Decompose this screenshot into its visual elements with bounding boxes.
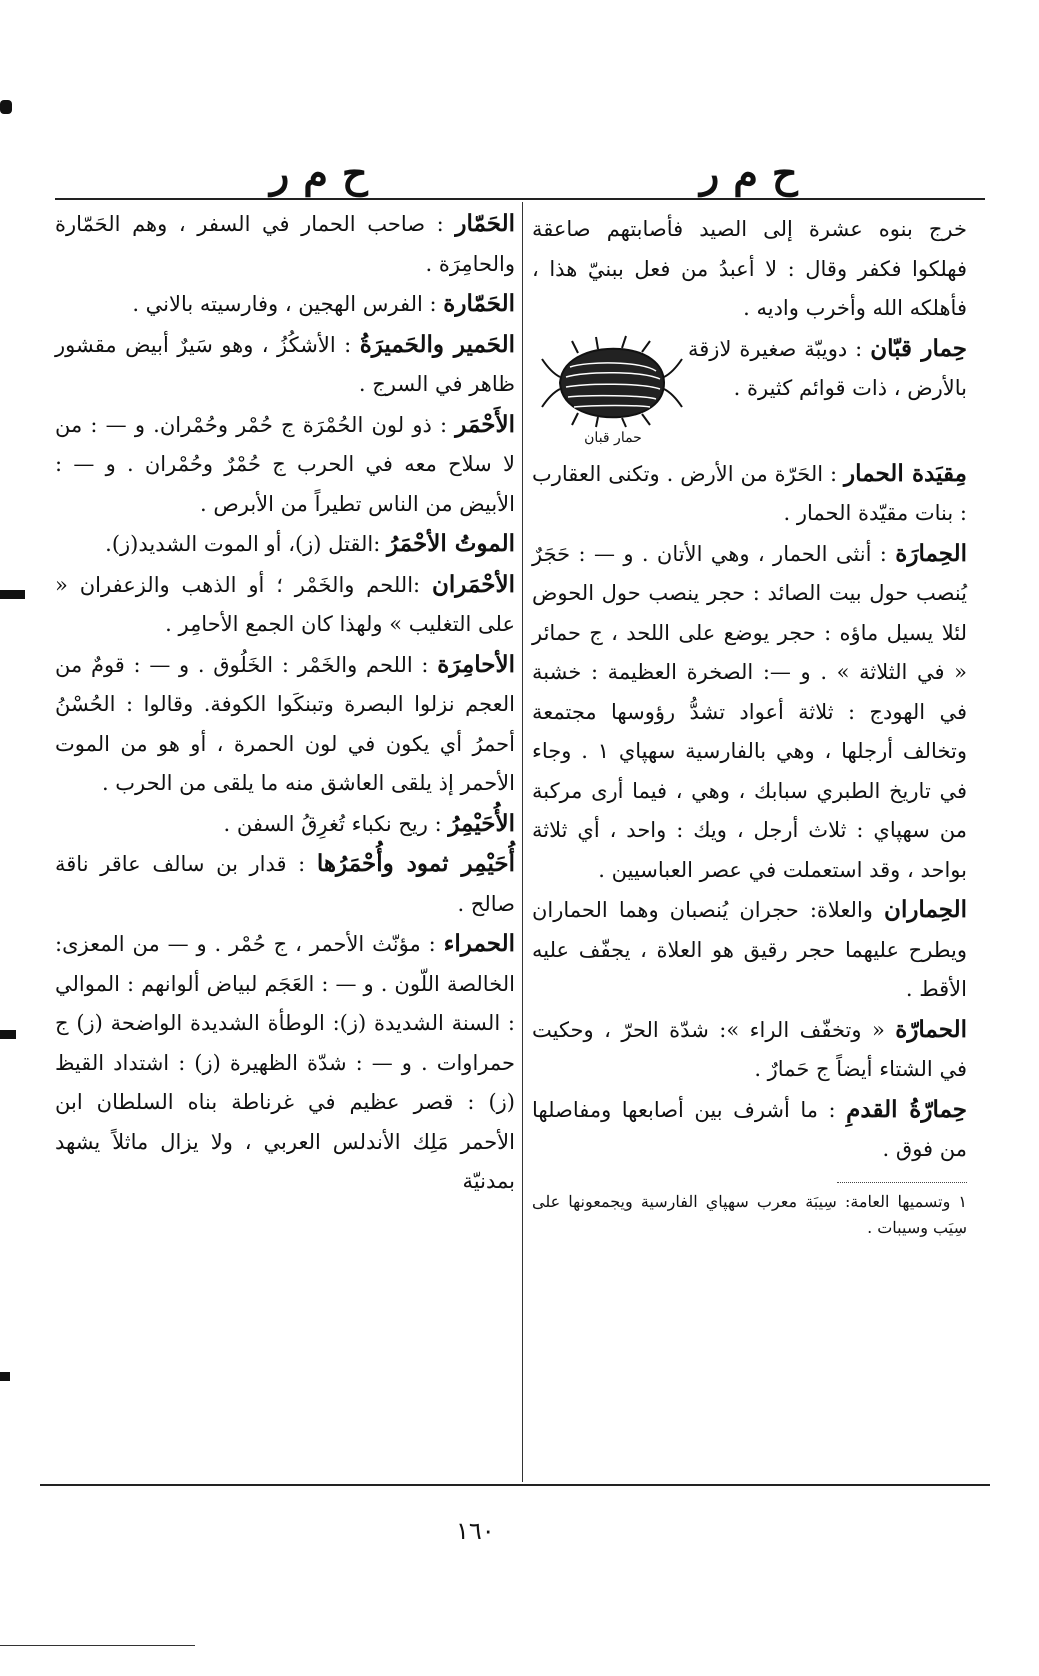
definition: : الفرس الهجين ، وفارسيته بالاني . <box>132 292 437 316</box>
bottom-scan-line <box>0 1645 195 1646</box>
definition: : ما أشرف بين أصابعها ومفاصلها من فوق . <box>532 1097 967 1161</box>
headword: الحِمارَة <box>895 539 967 567</box>
header-rule <box>55 198 985 200</box>
dictionary-entry <box>55 565 515 645</box>
dictionary-entry <box>55 844 515 924</box>
headword: الحِماران <box>884 896 967 923</box>
headword: الأُحَيْمِرُ <box>448 809 515 837</box>
definition: : ذو لون الحُمْرَة ج حُمْر وحُمْران. و — : من لا سلاح معه في الحرب ج حُمْرٌ وحُمْران . و — : الأبيض من الناس تطيراً من الأبرص . <box>55 412 515 516</box>
dictionary-entry <box>532 1090 967 1170</box>
definition: :اللحم والخَمْر ؛ أو الذهب والزعفران « على التغليب » ولهذا كان الجمع الأحامِر . <box>55 572 515 636</box>
margin-mark <box>0 100 12 114</box>
definition: : الأشكُزُ ، وهو سَيرٌ أبيض مقشور ظاهر في السرج . <box>55 332 515 396</box>
headword: حِمار قبّان <box>870 334 967 362</box>
footer-rule <box>40 1484 990 1486</box>
definition: « وتخفّف الراء »: شدّة الحرّ ، وحكيت في الشتاء أيضاً ج حَمارٌ . <box>532 1017 967 1081</box>
dictionary-entry <box>55 804 515 845</box>
definition: : الحَرّة من الأرض . وتكنى العقارب : بنات مقيّدة الحمار . <box>532 461 967 525</box>
dictionary-entry <box>55 524 515 565</box>
headword: حِمارّةُ القدمِ <box>846 1095 967 1123</box>
headword: أُحَيْمِر ثمود وأُحْمَرُها <box>316 850 515 877</box>
headword: الموتُ الأحْمَرُ <box>387 530 515 557</box>
column-divider <box>522 202 523 1482</box>
entry-text: خرج بنوه عشرة إلى الصيد فأصابتهم صاعقة فهلكوا فكفر وقال : لا أعبدُ من فعل ببنيّ هذا ، فأهلكه الله وأخرب واديه . <box>532 217 967 320</box>
dictionary-entry <box>532 534 967 891</box>
dictionary-entry <box>55 645 515 804</box>
dictionary-entry <box>55 924 515 1202</box>
margin-mark <box>0 590 25 599</box>
running-head-left: ح م ر <box>270 150 368 197</box>
dictionary-entry <box>55 204 515 284</box>
definition: : مؤنّث الأحمر ، ج حُمْر . و — من المعزى: الخالصة اللّون . و — : العَجَم لبياض ألوانهم : الموالي : السنة الشديدة (ز): الوطأة الشديدة الواضحة (ز) ج حمراوات . و — : شدّة الظهيرة (ز) : اشتداد القيظ (ز) : قصر عظيم في غرناطة بناه السلطان ابن الأحمر مَلِك الأندلس العربي ، ولا يزال ماثلاً يشهد بمدنيّة <box>55 932 515 1193</box>
dictionary-entry <box>532 1010 967 1090</box>
margin-mark <box>0 1030 16 1039</box>
headword: مِقيَدة الحمار <box>844 459 967 487</box>
definition: : ريح نكباء تُغرِقُ السفن . <box>223 811 442 836</box>
dictionary-entry <box>532 454 967 534</box>
entry-continuation <box>532 210 967 329</box>
headword: الحَمير والحَميرَةُ <box>359 330 515 358</box>
dictionary-entry <box>55 405 515 525</box>
dictionary-entry <box>55 284 515 325</box>
right-column <box>532 210 967 1241</box>
definition: :القتل (ز)، أو الموت الشديد(ز). <box>105 532 381 556</box>
headword: الحمارّة <box>895 1015 967 1043</box>
definition: والعلاة: حجران يُنصبان وهما الحماران ويطرح عليهما حجر رقيق هو العلاة ، يجفّف عليه الأقط . <box>532 898 967 1001</box>
headword: الأَحْمَر <box>455 410 515 438</box>
dictionary-entry <box>55 325 515 405</box>
headword: الحَمّارة <box>443 290 515 317</box>
insect-illustration <box>538 333 688 448</box>
footnote-separator <box>837 1182 967 1183</box>
page-number: ١٦٠ <box>456 1517 495 1545</box>
margin-mark <box>0 1372 10 1381</box>
headword: الأحْمَران <box>431 570 515 598</box>
headword: الأحامِرَة <box>437 650 515 678</box>
running-head-right: ح م ر <box>700 150 798 197</box>
dictionary-entry <box>532 890 967 1010</box>
definition: : قدار بن سالف عاقر ناقة صالح . <box>55 852 515 916</box>
headword: الحَمّار <box>455 210 515 237</box>
headword: الحمراء <box>443 930 515 957</box>
left-column <box>55 204 515 1202</box>
definition: : دويبّة صغيرة لازقة بالأرض ، ذات قوائم كثيرة . <box>688 336 967 400</box>
definition: : صاحب الحمار في السفر ، وهم الحَمّارة والحامِرَة . <box>55 212 515 276</box>
woodlouse-icon <box>538 333 688 428</box>
footnote: ١ وتسميها العامة: سِيبَة معرب سهپاي الفارسية ويجمعونها على سِيَب وسيبات . <box>532 1191 967 1237</box>
definition: : اللحم والخَمْر : الخَلُوق . و — : قومٌ من العجم نزلوا البصرة وتبنكَوا الكوفة. وقالوا : الحُسْنُ أحمرُ أي يكون في لون الحمرة ، أو هو من الموت الأحمر إذ يلقى العاشق منه ما يلقى من الحرب . <box>55 652 515 795</box>
definition: : أنثى الحمار ، وهي الأتان . و — : حَجَرٌ يُنصب حول بيت الصائد : حجر ينصب حول الحوض لئلا يسيل ماؤه : حجر يوضع على اللحد ، ج حمائر « في الثلاثة » . و —: الصخرة العظيمة : خشبة في الهودج : ثلاثة أعواد تشدُّ رؤوسها مجتمعة وتخالف أرجلها ، وهي بالفارسية سهپاي ١ . وجاء في تاريخ الطبري سبابك ، وهي ، فيما أرى مركبة من سهپاي : ثلاث أرجل ، ويك : واحد ، أي ثلاثة بواحد ، وقد استعملت في عصر العباسيين . <box>532 541 967 882</box>
illustration-caption: حمار قبان <box>584 429 642 446</box>
